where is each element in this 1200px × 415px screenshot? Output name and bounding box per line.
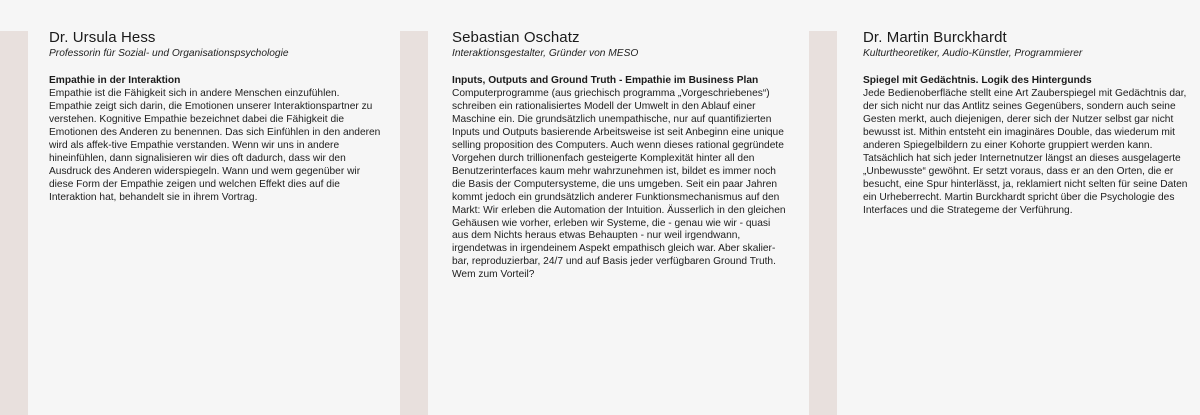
speaker-role: Kulturtheoretiker, Audio-Künstler, Programmierer [863,48,1083,59]
speaker-name: Dr. Ursula Hess [49,29,156,46]
speaker-name: Dr. Martin Burckhardt [863,29,1007,46]
decorative-stripe-1 [0,31,28,415]
decorative-stripe-3 [809,31,837,415]
speaker-role: Interaktionsgestalter, Gründer von MESO [452,48,639,59]
talk-description: Computerprogramme (aus griechisch programma „Vorgeschriebenes“) schreiben ein rationalisiertes Modell der Umwelt in den Ablauf einer Maschine ein. Die grundsätzlich unempathische, nur auf quantifizierten Inputs und Outputs basierende Arbeitsweise ist seit Anbeginn eine unique selling proposition des Computers. Auch wenn dieses rational gegründete Vorgehen durch trillionenfach gesteigerte Komplexität hinter all den Benutzerinterfaces kaum mehr wahrzunehmen ist, bildet es immer noch die Basis der Computersysteme, die uns umgeben. Seit ein paar Jahren kommt jedoch ein grundsätzlich anderer Funktionsmechanismus auf den Markt: Wir erleben die Automation der Intuition. Äusserlich in den gleichen Gehäusen wie vorher, erleben wir Systeme, die - genau wie wir - quasi aus dem Nichts heraus etwas Behaupten - nur weil irgendwann, irgendetwas in irgendeinem Aspekt empathisch gleich war. Aber skalier-bar, reproduzierbar, 24/7 und auf Basis jeder verfügbaren Ground Truth. Wem zum Vorteil? [452,88,786,281]
decorative-stripe-2 [400,31,428,415]
speaker-role: Professorin für Sozial- und Organisationspsychologie [49,48,289,59]
speaker-name: Sebastian Oschatz [452,29,580,46]
talk-title: Spiegel mit Gedächtnis. Logik des Hintergunds [863,75,1092,86]
talk-description: Empathie ist die Fähigkeit sich in andere Menschen einzufühlen. Empathie zeigt sich darin, die Emotionen unserer Interaktionspartner zu verstehen. Kognitive Empathie bezeichnet dabei die Fähigkeit die Emotionen des Anderen zu benennen. Das sich Einfühlen in den anderen wird als affek-tive Empathie verstanden. Wenn wir uns in andere hineinfühlen, dann signalisieren wir dies oft dadurch, dass wir den Ausdruck des Anderen widerspiegeln. Wann und wem gegenüber wir diese Form der Empathie zeigen und welchen Effekt dies auf die Interaktion hat, behandelt sie in ihrem Vortrag. [49,88,381,203]
talk-description: Jede Bedienoberfläche stellt eine Art Zauberspiegel mit Gedächtnis dar, der sich nicht nur das Antlitz seines Gegenübers, sondern auch seine Gesten merkt, auch diejenigen, derer sich der Nutzer selbst gar nicht bewusst ist. Mithin entsteht ein imaginäres Double, das wiederum mit anderen Spiegelbildern zu einer Kohorte gruppiert werden kann. Tatsächlich hat sich jeder Internetnutzer längst an dieses ausgelagerte „Unbewusste“ gewöhnt. Er setzt voraus, dass er an den Orten, die er besucht, eine Spur hinterlässt, ja, reklamiert nicht selten für seine Daten ein Urheberrecht. Martin Burckhardt spricht über die Psychologie des Interfaces und die Strategeme der Verführung. [863,88,1188,216]
speaker-card-burckhardt [863,29,1193,218]
speaker-card-hess [49,29,381,205]
speaker-card-oschatz [452,29,788,282]
talk-title: Empathie in der Interaktion [49,75,181,86]
talk-title: Inputs, Outputs and Ground Truth - Empathie im Business Plan [452,75,759,86]
